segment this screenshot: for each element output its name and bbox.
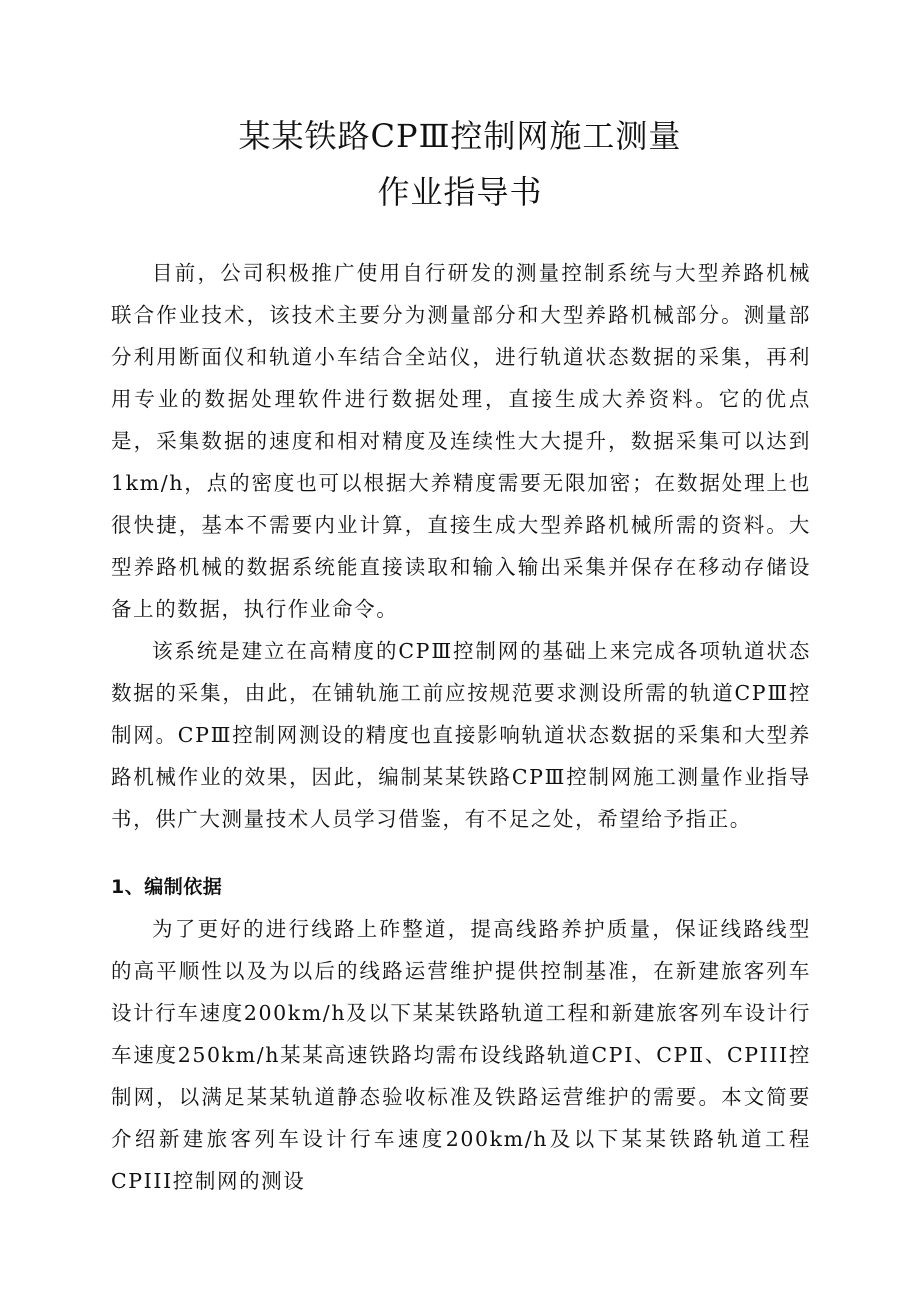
title-line-1: 某某铁路CPⅢ控制网施工测量 <box>238 117 682 155</box>
intro-paragraph-2: 该系统是建立在高精度的CPⅢ控制网的基础上来完成各项轨道状态数据的采集，由此，在铺轨施工前应按规范要求测设所需的轨道CPⅢ控制网。CPⅢ控制网测设的精度也直接影响轨道状态数据的采集和大型养路机械作业的效果，因此，编制某某铁路CPⅢ控制网施工测量作业指导书，供广大测量技术人员学习借鉴，有不足之处，希望给予指正。 <box>111 639 811 831</box>
section-1-paragraph: 为了更好的进行线路上砟整道，提高线路养护质量，保证线路线型的高平顺性以及为以后的线路运营维护提供控制基准，在新建旅客列车设计行车速度200km/h及以下某某铁路轨道工程和新建旅客列车设计行车速度250km/h某某高速铁路均需布设线路轨道CPⅠ、CPⅡ、CPIII控制网，以满足某某轨道静态验收标准及铁路运营维护的需要。本文简要介绍新建旅客列车设计行车速度200km/h及以下某某铁路轨道工程CPIII控制网的测设 <box>111 917 811 1193</box>
section-spacer <box>111 840 811 852</box>
intro-paragraph-1: 目前，公司积极推广使用自行研发的测量控制系统与大型养路机械联合作业技术，该技术主要分为测量部分和大型养路机械部分。测量部分利用断面仪和轨道小车结合全站仪，进行轨道状态数据的采集，再利用专业的数据处理软件进行数据处理，直接生成大养资料。它的优点是，采集数据的速度和相对精度及连续性大大提升，数据采集可以达到1km/h，点的密度也可以根据大养精度需要无限加密；在数据处理上也很快捷，基本不需要内业计算，直接生成大型养路机械所需的资料。大型养路机械的数据系统能直接读取和输入输出采集并保存在移动存储设备上的数据，执行作业命令。 <box>111 261 811 621</box>
document-body <box>111 252 811 1202</box>
title-line-2: 作业指导书 <box>377 173 543 211</box>
section-heading-1: 1、编制依据 <box>111 876 223 898</box>
document-title <box>0 108 920 220</box>
